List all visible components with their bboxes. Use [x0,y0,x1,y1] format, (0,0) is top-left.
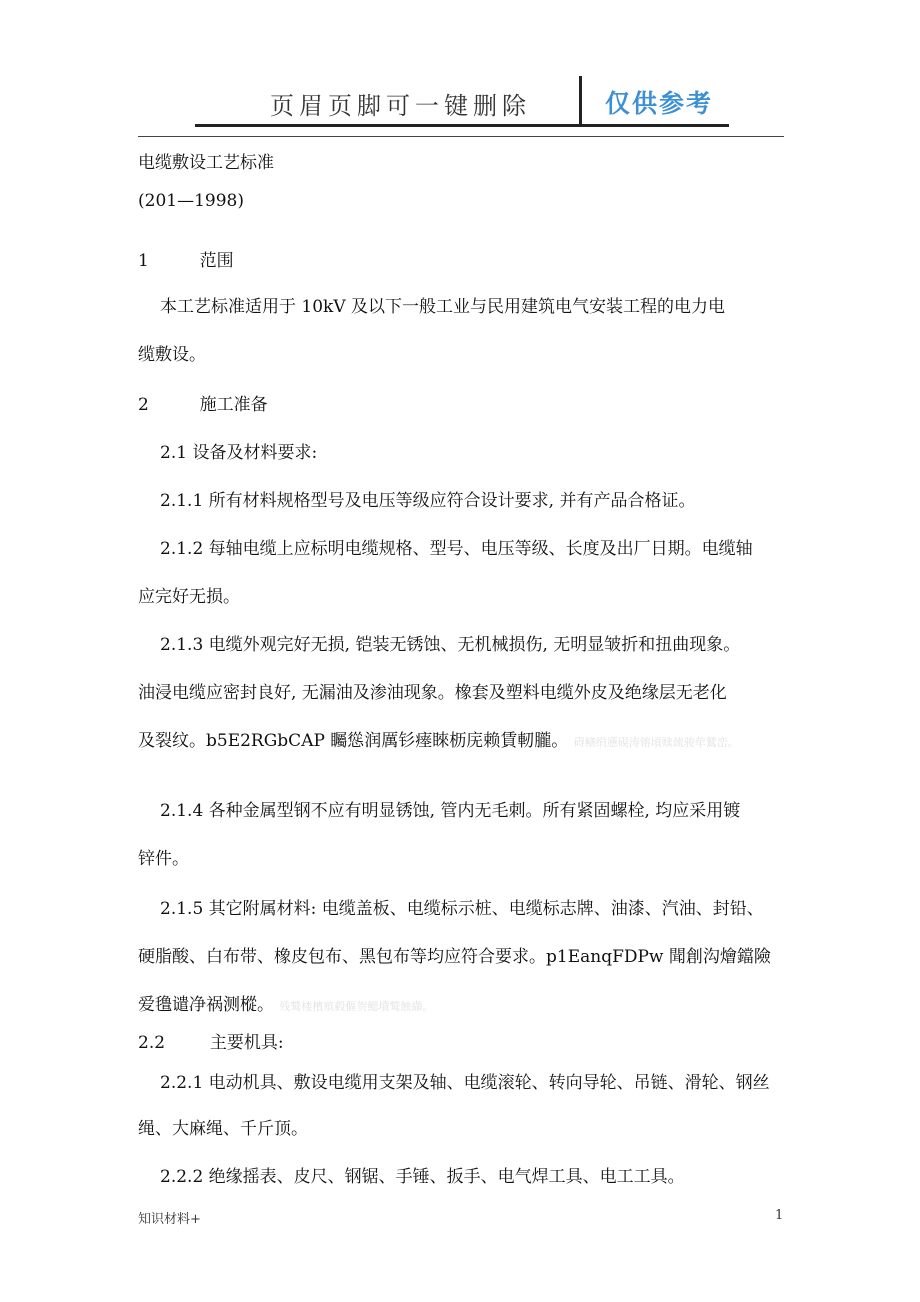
section-1-heading [138,250,234,272]
section-1-title: 范围 [199,251,234,271]
paragraph-2-1-3-line-2: 油浸电缆应密封良好, 无漏油及渗油现象。橡套及塑料电缆外皮及绝缘层无老化 [138,683,727,703]
section-2-2-heading [138,1032,284,1054]
section-2-title: 施工准备 [199,395,268,415]
section-1-text-line-2: 缆敷设。 [138,345,206,365]
header-left-text: 页眉页脚可一键删除 [270,92,531,120]
document-code: (201—1998) [138,191,244,211]
section-2-2-title: 主要机具: [209,1033,284,1053]
paragraph-2-1-1: 2.1.1 所有材料规格型号及电压等级应符合设计要求, 并有产品合格证。 [160,491,696,511]
header-banner [195,72,729,130]
paragraph-2-1-5-line-3 [138,994,433,1018]
paragraph-2-1-4-line-2: 锌件。 [138,849,189,869]
faint-watermark-text-1: 碍鳝绢懣硯涛镕頃赎巯骏荦鷲峦。 [573,736,739,749]
document-title: 电缆敷设工艺标准 [138,153,274,173]
header-underline [195,124,729,127]
section-2-2-number: 2.2 [138,1033,166,1053]
paragraph-2-1-3-line-3-text: 及裂纹。b5E2RGbCAP 矚慫润厲钐瘗睞枥庑赖賃軔朧。 [138,731,569,751]
section-1-text-line-1: 本工艺标准适用于 10kV 及以下一般工业与民用建筑电气安装工程的电力电 [160,297,726,317]
header-divider [579,76,582,126]
section-1-number: 1 [138,251,149,271]
paragraph-2-1-5-line-2: 硬脂酸、白布带、橡皮包布、黑包布等均应符合要求。p1EanqFDPw 聞創沟燴鐺險 [138,947,771,967]
paragraph-2-1-3-line-1: 2.1.3 电缆外观完好无损, 铠装无锈蚀、无机械损伤, 无明显皱折和扭曲现象。 [160,635,741,655]
paragraph-2-1-4-line-1: 2.1.4 各种金属型钢不应有明显锈蚀, 管内无毛刺。所有紧固螺栓, 均应采用镀 [160,801,741,821]
paragraph-2-2-1-line-1: 2.2.1 电动机具、敷设电缆用支架及轴、电缆滚轮、转向导轮、吊链、滑轮、钢丝 [160,1073,770,1093]
paragraph-2-1-5-line-1: 2.1.5 其它附属材料: 电缆盖板、电缆标示桩、电缆标志牌、油漆、汽油、封铅、 [160,899,764,919]
paragraph-2-1-3-line-3 [138,730,739,754]
paragraph-2-1-2-line-1: 2.1.2 每轴电缆上应标明电缆规格、型号、电压等级、长度及出厂日期。电缆轴 [160,539,753,559]
section-2-1-heading: 2.1 设备及材料要求: [160,443,318,463]
faint-watermark-text-2: 残鹫楼檳殡毂傴贺鳃墳鹫蝕纈。 [279,1000,434,1013]
page-header-rule [138,136,784,137]
paragraph-2-1-2-line-2: 应完好无损。 [138,587,240,607]
paragraph-2-2-2: 2.2.2 绝缘摇表、皮尺、钢锯、手锤、扳手、电气焊工具、电工工具。 [160,1167,685,1187]
header-right-text: 仅供参考 [605,89,714,118]
section-2-heading [138,394,268,416]
page-number: 1 [775,1208,784,1223]
section-2-number: 2 [138,395,149,415]
footer-label: 知识材料+ [138,1212,201,1227]
paragraph-2-1-5-line-3-text: 爱氇谴净祸测樅。 [138,995,274,1015]
paragraph-2-2-1-line-2: 绳、大麻绳、千斤顶。 [138,1119,308,1139]
